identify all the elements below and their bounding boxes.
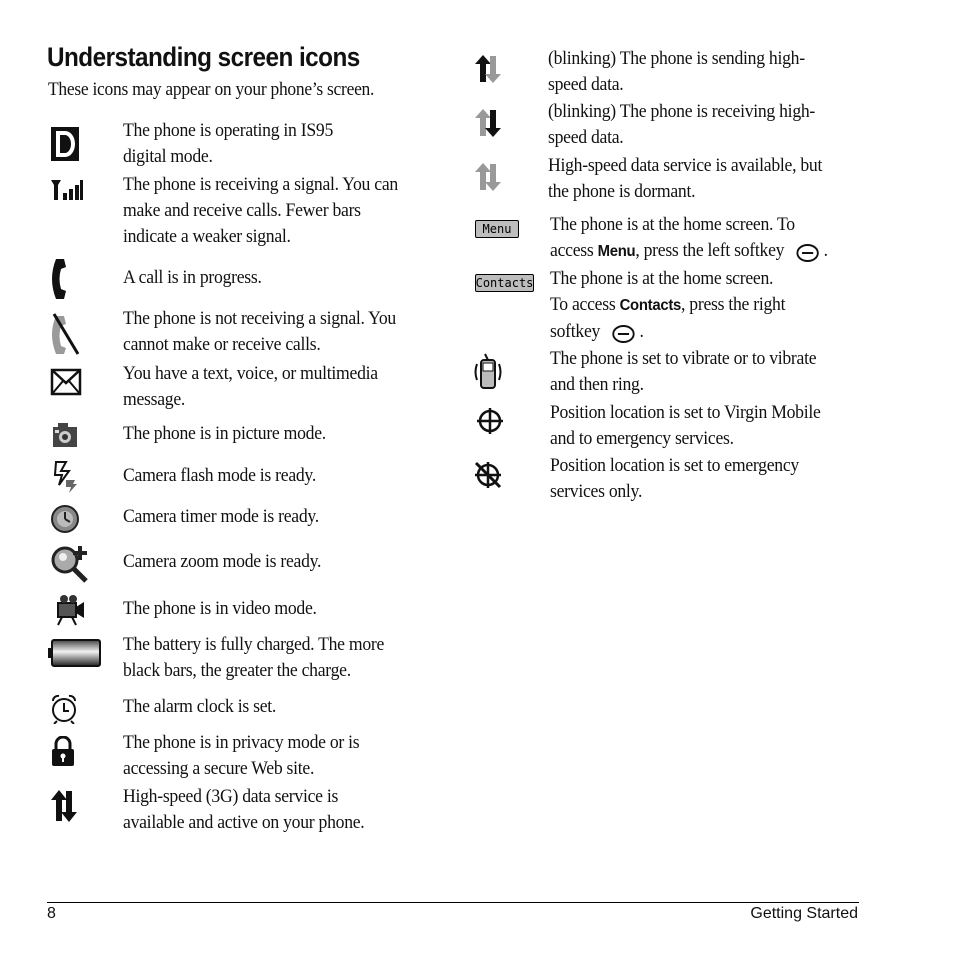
- video-mode-icon: [52, 593, 86, 627]
- list-item: (blinking) The phone is sending high- speed data.: [548, 48, 805, 95]
- location-on-icon: [476, 407, 504, 435]
- camera-flash-icon: [52, 460, 80, 494]
- alarm-clock-icon: [50, 694, 78, 724]
- list-item: A call is in progress.: [123, 267, 262, 288]
- right-softkey-icon: [610, 322, 638, 344]
- page-title: Understanding screen icons: [47, 42, 360, 72]
- high-speed-data-active-icon: [50, 790, 78, 822]
- list-item: Camera flash mode is ready.: [123, 465, 316, 486]
- list-item: Camera zoom mode is ready.: [123, 551, 322, 572]
- list-item: You have a text, voice, or multimedia message.: [123, 363, 378, 410]
- list-item: Camera timer mode is ready.: [123, 506, 319, 527]
- list-item: The phone is at the home screen. To access Menu, press the left softkey .: [550, 214, 828, 261]
- page-number: 8: [47, 905, 56, 922]
- list-item: The phone is set to vibrate or to vibrate and then ring.: [550, 348, 817, 395]
- section-title: Getting Started: [750, 905, 858, 922]
- battery-icon: [48, 638, 102, 668]
- contacts-key-label: Contacts: [619, 297, 682, 314]
- list-item: Position location is set to emergency services only.: [550, 455, 799, 502]
- message-envelope-icon: [50, 368, 82, 396]
- page-subtitle: These icons may appear on your phone’s screen.: [48, 79, 375, 100]
- left-softkey-icon: [794, 241, 822, 263]
- list-item: The phone is at the home screen. To access Contacts, press the right softkey .: [550, 268, 786, 342]
- list-item: The alarm clock is set.: [123, 696, 277, 717]
- vibrate-icon: [474, 352, 502, 394]
- list-item: The phone is in video mode.: [123, 598, 317, 619]
- camera-zoom-icon: [50, 544, 90, 584]
- data-dormant-icon: [474, 163, 502, 191]
- footer-rule: [47, 902, 859, 903]
- menu-label-icon: Menu: [475, 220, 519, 238]
- list-item: The phone is not receiving a signal. You cannot make or receive calls.: [123, 308, 396, 355]
- menu-key-label: Menu: [597, 243, 636, 260]
- list-item: Position location is set to Virgin Mobile and to emergency services.: [550, 402, 821, 449]
- list-item: High-speed (3G) data service is available and active on your phone.: [123, 786, 365, 833]
- digital-mode-icon: [50, 126, 80, 162]
- camera-timer-icon: [50, 504, 80, 534]
- list-item: High-speed data service is available, but the phone is dormant.: [548, 155, 823, 202]
- call-in-progress-icon: [50, 257, 72, 301]
- list-item: The phone is receiving a signal. You can make and receive calls. Fewer bars indicate a weaker signal.: [123, 174, 398, 247]
- data-receiving-icon: [474, 109, 502, 137]
- list-item: The phone is in privacy mode or is accessing a secure Web site.: [123, 732, 360, 779]
- privacy-lock-icon: [50, 736, 76, 768]
- list-item: The phone is operating in IS95 digital mode.: [123, 120, 334, 167]
- signal-strength-icon: [50, 178, 84, 202]
- list-item: The battery is fully charged. The more black bars, the greater the charge.: [123, 634, 385, 681]
- contacts-label-icon: Contacts: [475, 276, 534, 290]
- location-e911-icon: [472, 459, 504, 491]
- list-item: (blinking) The phone is receiving high- speed data.: [548, 101, 816, 148]
- no-service-icon: [50, 310, 82, 356]
- data-sending-icon: [474, 55, 502, 83]
- list-item: The phone is in picture mode.: [123, 423, 326, 444]
- picture-mode-icon: [50, 421, 80, 451]
